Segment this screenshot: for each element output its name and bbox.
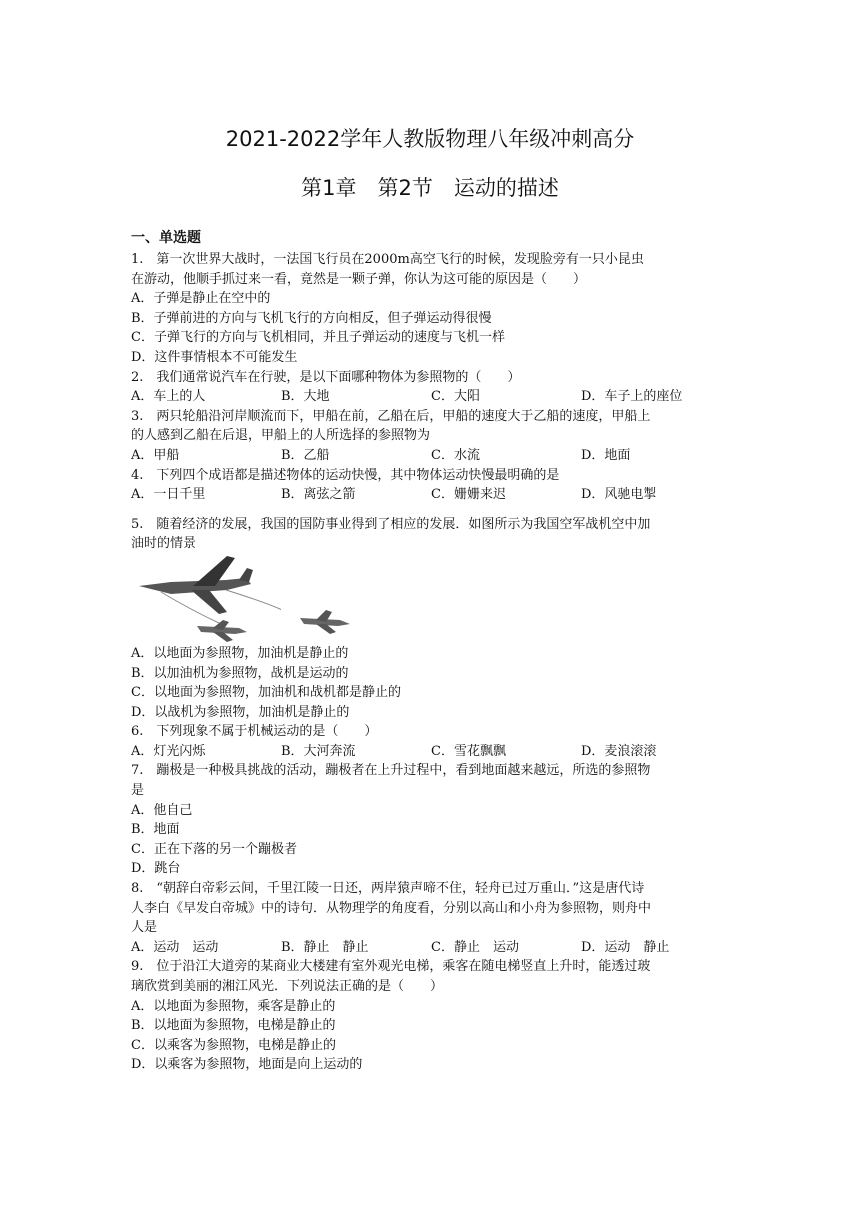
option-a: A．一日千里 (131, 487, 206, 503)
option-b: B．大地 (281, 389, 330, 405)
option-d: D．运动 静止 (581, 939, 670, 955)
option-b: B．以地面为参照物，电梯是静止的 (131, 1018, 336, 1034)
option-d: D．这件事情根本不可能发生 (131, 349, 298, 365)
option-d: D．以乘客为参照物，地面是向上运动的 (131, 1057, 363, 1073)
option-d: D．以战机为参照物，加油机是静止的 (131, 704, 350, 720)
question-text: 人是 (131, 920, 158, 936)
option-d: D．车子上的座位 (581, 389, 683, 405)
option-a: A．以地面为参照物，加油机是静止的 (131, 645, 349, 661)
option-b: B．乙船 (281, 447, 330, 463)
option-b: B．静止 静止 (281, 939, 369, 955)
option-a: A．他自己 (131, 802, 193, 818)
options-row (131, 446, 731, 466)
question-6 (131, 722, 731, 761)
question-text: 1. 第一次世界大战时，一法国飞行员在2000m高空飞行的时候，发现脸旁有一只小昆虫 (131, 252, 644, 267)
option-a: A．车上的人 (131, 389, 206, 405)
question-text: 4. 下列四个成语都是描述物体的运动快慢，其中物体运动快慢最明确的是 (131, 467, 560, 483)
option-d: D．风驰电掣 (581, 487, 657, 503)
option-a: A．子弹是静止在空中的 (131, 291, 271, 307)
option-c: C．子弹飞行的方向与飞机相同，并且子弹运动的速度与飞机一样 (131, 330, 505, 346)
options-row (131, 387, 731, 407)
option-b: B．以加油机为参照物，战机是运动的 (131, 665, 349, 681)
option-c: C．静止 运动 (431, 939, 519, 955)
option-d: D．地面 (581, 447, 631, 463)
question-text: 7. 蹦极是一种极具挑战的活动，蹦极者在上升过程中，看到地面越来越远，所选的参照物 (131, 763, 651, 779)
option-c: C．雪花飘飘 (431, 743, 506, 759)
question-4 (131, 466, 731, 505)
question-text: 8. “朝辞白帝彩云间，千里江陵一日还，两岸猿声啼不住，轻舟已过万重山．”这是唐代诗 (131, 881, 645, 897)
option-c: C．水流 (431, 447, 480, 463)
option-a: A．甲船 (131, 447, 180, 463)
option-c: C．以地面为参照物，加油机和战机都是静止的 (131, 685, 401, 701)
question-list (131, 250, 731, 1075)
question-text: 5. 随着经济的发展，我国的国防事业得到了相应的发展．如图所示为我国空军战机空中加 (131, 516, 651, 532)
option-b: B．子弹前进的方向与飞机飞行的方向相反，但子弹运动得很慢 (131, 310, 492, 326)
question-text: 是 (131, 783, 145, 799)
question-text: 人李白《早发白帝城》中的诗句．从物理学的角度看，分别以高山和小舟为参照物，则舟中 (131, 900, 652, 916)
question-text: 3. 两只轮船沿河岸顺流而下，甲船在前，乙船在后，甲船的速度大于乙船的速度，甲船上 (131, 408, 651, 424)
option-b: B．大河奔流 (281, 743, 356, 759)
option-a: A．灯光闪烁 (131, 743, 206, 759)
options-row (131, 742, 731, 762)
question-text: 6. 下列现象不属于机械运动的是（ ） (131, 724, 378, 740)
chapter-subtitle: 第1章 第2节 运动的描述 (301, 176, 559, 200)
question-1 (131, 250, 731, 368)
option-c: C．大阳 (431, 389, 480, 405)
option-a: A．以地面为参照物，乘客是静止的 (131, 998, 336, 1014)
option-c: C．姗姗来迟 (431, 487, 506, 503)
question-text: 9. 位于沿江大道旁的某商业大楼建有室外观光电梯，乘客在随电梯竖直上升时，能透过玻 (131, 959, 651, 975)
option-b: B．地面 (131, 822, 180, 838)
option-b: B．离弦之箭 (281, 487, 356, 503)
fighter-jet-icon (296, 600, 356, 640)
page-title: 2021-2022学年人教版物理八年级冲刺高分 (225, 127, 635, 151)
option-d: D．跳台 (131, 861, 181, 877)
option-d: D．麦浪滚滚 (581, 743, 657, 759)
options-row (131, 938, 731, 958)
question-text: 在游动，他顺手抓过来一看，竟然是一颗子弹，你认为这可能的原因是（ ） (131, 271, 587, 287)
question-7 (131, 761, 731, 879)
section-heading: 一、单选题 (131, 230, 201, 246)
refueling-aircraft-illustration (131, 554, 281, 644)
question-9 (131, 957, 731, 1075)
question-text: 油时的情景 (131, 536, 197, 552)
question-text: 2. 我们通常说汽车在行驶，是以下面哪种物体为参照物的（ ） (131, 369, 521, 385)
option-c: C．正在下落的另一个蹦极者 (131, 841, 297, 857)
question-3 (131, 407, 731, 466)
question-5 (131, 515, 731, 723)
aerial-refueling-figure (131, 554, 731, 644)
question-text: 的人感到乙船在后退，甲船上的人所选择的参照物为 (131, 428, 431, 444)
question-text: 璃欣赏到美丽的湘江风光．下列说法正确的是（ ） (131, 979, 444, 994)
options-row (131, 485, 731, 505)
option-a: A．运动 运动 (131, 939, 219, 955)
question-8 (131, 879, 731, 957)
option-c: C．以乘客为参照物，电梯是静止的 (131, 1037, 336, 1053)
question-2 (131, 368, 731, 407)
